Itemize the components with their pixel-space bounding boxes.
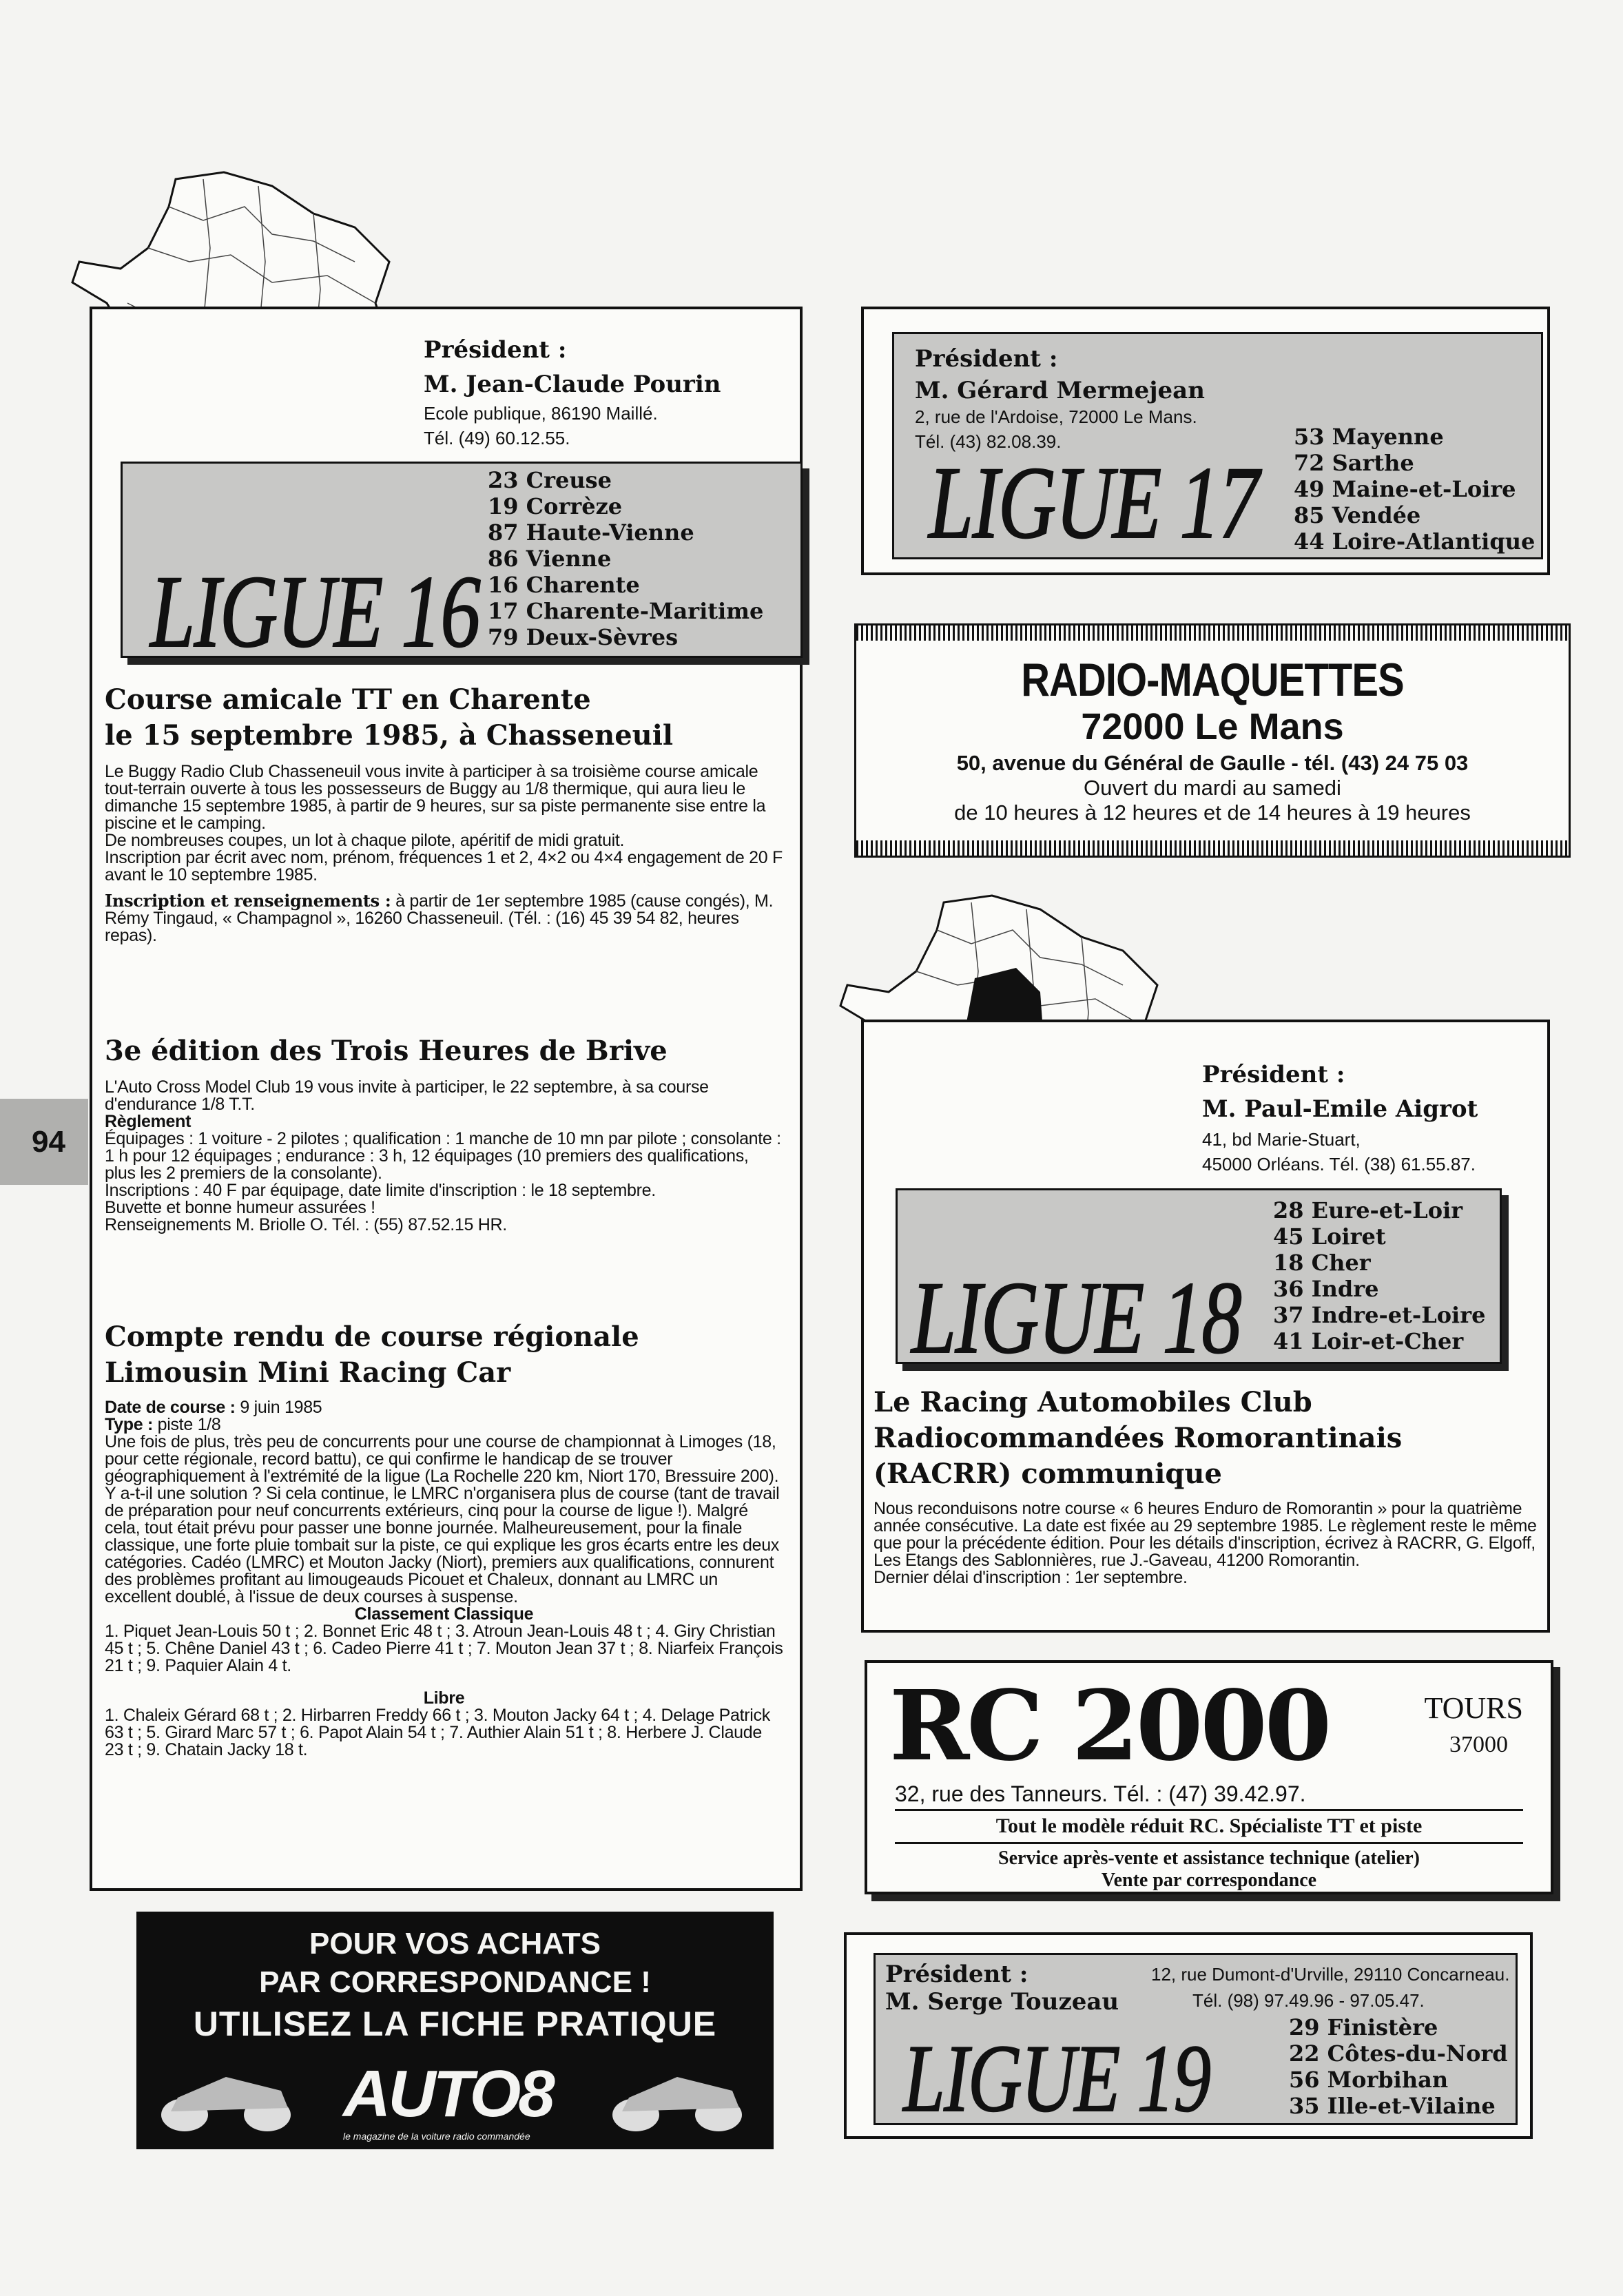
article-title: Limousin Mini Racing Car: [105, 1356, 511, 1389]
ligue-title: LIGUE 17: [929, 446, 1259, 560]
ad-hours: Ouvert du mardi au samedi: [1084, 776, 1341, 800]
ligue18-president: [1202, 1061, 1478, 1177]
department-item: 22 Côtes-du-Nord: [1289, 2040, 1508, 2067]
article-title: Compte rendu de course régionale: [105, 1321, 639, 1353]
ad-zip: 37000: [1449, 1732, 1508, 1757]
page-number-tab: [0, 1099, 88, 1185]
libre-list: 1. Chaleix Gérard 68 t ; 2. Hirbarren Freddy 66 t ; 3. Mouton Jacky 64 t ; 4. Delage Patrick 63 t ; 5. Girard Marc 57 t ; 6. Papot Alain 54 t ; 7. Authier Alain 51 t ; 8. Herbere J. Claude 23 t ; 9. Chatain Jacky 18 t.: [105, 1706, 770, 1759]
president-address: Ecole publique, 86190 Maillé.: [424, 403, 658, 424]
department-item: 72 Sarthe: [1294, 450, 1414, 476]
ligue19-banner: [873, 1953, 1518, 2132]
ad-hours: de 10 heures à 12 heures et de 14 heures à 19 heures: [954, 800, 1471, 825]
paragraph: De nombreuses coupes, un lot à chaque pilote, apéritif de midi gratuit.: [105, 831, 625, 850]
buggy-icon: [601, 2060, 760, 2135]
paragraph: Dernier délai d'inscription : 1er septembre.: [873, 1568, 1188, 1587]
paragraph: Buvette et bonne humeur assurées !: [105, 1198, 375, 1217]
ligue18-banner: [896, 1188, 1502, 1375]
ad-address: 50, avenue du Général de Gaulle - tél. (43) 24 75 03: [956, 751, 1469, 775]
department-item: 35 Ille-et-Vilaine: [1289, 2093, 1496, 2119]
ligue-title: LIGUE 16: [150, 555, 480, 669]
paragraph: Le Buggy Radio Club Chasseneuil vous invite à participer à sa troisième course amicale tout-terrain ouverte à tous les possesseurs de Buggy au 1/8 thermique, qui aura lieu le dimanche 15 septembre 1985, à partir de 9 heures, sur sa piste permanente sise entre la piscine et le camping.: [105, 762, 766, 833]
ad-border-stripe: [856, 625, 1569, 641]
ligue16-banner: [121, 462, 803, 669]
inscription-label: Inscription et renseignements :: [105, 891, 391, 911]
date-label: Date de course :: [105, 1398, 236, 1417]
article-title: 3e édition des Trois Heures de Brive: [105, 1035, 668, 1067]
president-name: M. Jean-Claude Pourin: [424, 371, 721, 398]
president-name: M. Paul-Emile Aigrot: [1202, 1095, 1478, 1123]
president-label: Président :: [915, 345, 1058, 373]
ad-line: Tout le modèle réduit RC. Spécialiste TT et piste: [995, 1814, 1423, 1837]
department-item: 36 Indre: [1273, 1276, 1379, 1302]
president-phone: 45000 Orléans. Tél. (38) 61.55.87.: [1202, 1154, 1476, 1175]
classement-list: 1. Piquet Jean-Louis 50 t ; 2. Bonnet Eric 48 t ; 3. Atroun Jean-Louis 48 t ; 4. Giry Christian 45 t ; 5. Chêne Daniel 43 t ; 6. Cadeo Pierre 41 t ; 7. Mouton Jean 37 t ; 8. Niarfeix François 21 t ; 9. Paquier Alain 4 t.: [105, 1622, 783, 1675]
department-item: 16 Charente: [488, 572, 640, 598]
classement-title: Classement Classique: [354, 1604, 534, 1624]
ad-address: 32, rue des Tanneurs. Tél. : (47) 39.42.97.: [895, 1781, 1306, 1806]
article-title: (RACRR) communique: [873, 1458, 1222, 1490]
president-address: 12, rue Dumont-d'Urville, 29110 Concarneau.: [1151, 1964, 1510, 1985]
president-label: Président :: [885, 1961, 1028, 1988]
department-item: 41 Loir-et-Cher: [1273, 1328, 1464, 1354]
ligue16-president: [424, 336, 721, 451]
ad-border-stripe: [856, 840, 1569, 856]
article-title: le 15 septembre 1985, à Chasseneuil: [105, 719, 674, 752]
ad-line: Service après-vente et assistance technique (atelier): [998, 1848, 1420, 1869]
department-item: 37 Indre-et-Loire: [1273, 1302, 1486, 1328]
reglement-label: Règlement: [105, 1112, 192, 1131]
paragraph: L'Auto Cross Model Club 19 vous invite à participer, le 22 septembre, à sa course d'endurance 1/8 T.T.: [105, 1077, 709, 1114]
type-label: Type :: [105, 1415, 153, 1434]
article-course-amicale: [105, 682, 783, 944]
auto8-logo: AUTO8: [343, 2057, 552, 2131]
ligue-title: LIGUE 19: [903, 2025, 1210, 2132]
ad-rc2000: [865, 1660, 1553, 1894]
department-item: 18 Cher: [1273, 1250, 1371, 1276]
president-label: Président :: [424, 336, 567, 364]
department-item: 44 Loire-Atlantique: [1294, 528, 1536, 555]
department-item: 19 Corrèze: [488, 493, 623, 519]
paragraph: Nous reconduisons notre course « 6 heures Enduro de Romorantin » pour la quatrième année consécutive. La date est fixée au 29 septembre 1985. Le règlement reste le même que pour la précédente édition. Pour les détails d'inscription, écrivez à RACRR, G. Elgoff, Les Etangs des Sablonnières, rue J.-Gaveau, 41200 Romorantin.: [873, 1499, 1537, 1570]
ad-city: TOURS: [1424, 1691, 1523, 1725]
article-title: Course amicale TT en Charente: [105, 683, 591, 716]
ad-auto8: [136, 1912, 774, 2149]
department-list: [488, 467, 763, 650]
department-list: [1273, 1197, 1485, 1354]
article-trois-heures-brive: [105, 1033, 783, 1234]
president-address: 41, bd Marie-Stuart,: [1202, 1129, 1361, 1150]
department-list: [1289, 2014, 1508, 2119]
president-phone: Tél. (43) 82.08.39.: [915, 431, 1062, 452]
president-name: M. Gérard Mermejean: [915, 377, 1205, 404]
ad-shop-name: RC 2000: [889, 1670, 1330, 1783]
paragraph: Équipages : 1 voiture - 2 pilotes ; qualification : 1 manche de 10 mn par pilote ; consolante : 1 h pour 12 équipages ; endurance : 3 h, 12 équipages (10 premiers des qualifications, plus les 2 premiers de la consolante).: [105, 1129, 781, 1183]
paragraph: Inscriptions : 40 F par équipage, date limite d'inscription : le 18 septembre.: [105, 1181, 656, 1200]
department-item: 53 Mayenne: [1294, 424, 1444, 450]
department-item: 56 Morbihan: [1289, 2067, 1449, 2093]
president-phone: Tél. (49) 60.12.55.: [424, 428, 570, 448]
buggy-icon: [150, 2060, 309, 2135]
department-item: 17 Charente-Maritime: [488, 598, 764, 624]
article-title: Radiocommandées Romorantinais: [873, 1422, 1403, 1454]
ad-line: UTILISEZ LA FICHE PRATIQUE: [193, 2005, 717, 2043]
paragraph: Une fois de plus, très peu de concurrents pour une course de championnat à Limoges (18, pour cette régionale, record battu), ce qui confirme le handicap de se trouver géographiquement à l'extrémité de la ligue (La Rochelle 220 km, Niort 170, Bressuire 200). Y a-t-il une solution ? Si cela continue, le LMRC n'organisera plus de course (tant de travail de préparation pour neuf concurrents extérieurs, cinq pour la course de ligue !). Malgré cela, tout était prévu pour passer une bonne journée. Malheureusement, pour la finale classique, une forte pluie tombait sur la piste, ce qui explique les gros écarts entre les deux catégories. Cadéo (LMRC) et Mouton Jacky (Niort), premiers aux qualifications, connurent des problèmes profitant au limougeauds Picouet et Chaleux, donnant au LMRC un excellent doublé, à l'issue de deux courses à suspense.: [105, 1432, 780, 1606]
department-item: 28 Eure-et-Loir: [1273, 1197, 1463, 1223]
date-value: 9 juin 1985: [240, 1398, 322, 1417]
president-label: Président :: [1202, 1061, 1345, 1088]
department-list: [1294, 424, 1535, 555]
ad-line: POUR VOS ACHATS: [309, 1927, 601, 1961]
ad-radio-maquettes: [854, 623, 1571, 858]
ligue17-banner: [892, 332, 1543, 559]
article-racrr: [873, 1385, 1538, 1586]
president-address: 2, rue de l'Ardoise, 72000 Le Mans.: [915, 406, 1197, 427]
auto8-tagline: le magazine de la voiture radio commandée: [343, 2131, 530, 2142]
ad-shop-name: RADIO-MAQUETTES: [1021, 654, 1404, 706]
ad-divider: [895, 1842, 1523, 1844]
department-item: 49 Maine-et-Loire: [1294, 476, 1516, 502]
libre-title: Libre: [423, 1688, 465, 1708]
department-item: 87 Haute-Vienne: [488, 519, 694, 546]
ad-line: Vente par correspondance: [1101, 1870, 1317, 1891]
department-item: 29 Finistère: [1289, 2014, 1438, 2040]
paragraph: Renseignements M. Briolle O. Tél. : (55) 87.52.15 HR.: [105, 1215, 507, 1234]
type-value: piste 1/8: [157, 1415, 221, 1434]
ad-divider: [895, 1809, 1523, 1811]
paragraph: Inscription par écrit avec nom, prénom, fréquences 1 et 2, 4×2 ou 4×4 engagement de 20 F avant le 10 septembre 1985.: [105, 848, 783, 885]
department-item: 86 Vienne: [488, 546, 612, 572]
ad-line: PAR CORRESPONDANCE !: [259, 1965, 651, 1999]
department-item: 79 Deux-Sèvres: [488, 624, 679, 650]
ligue17-president: [915, 345, 1205, 454]
president-name: M. Serge Touzeau: [885, 1988, 1119, 2016]
department-item: 45 Loiret: [1273, 1223, 1386, 1250]
department-item: 23 Creuse: [488, 467, 612, 493]
ligue-title: LIGUE 18: [911, 1261, 1241, 1375]
article-compte-rendu: [105, 1319, 783, 1759]
ad-city: 72000 Le Mans: [1081, 706, 1344, 747]
inscription-text: à partir de 1er septembre 1985 (cause congés), M. Rémy Tingaud, « Champagnol », 16260 Chasseneuil. (Tél. : (16) 45 39 54 82, heures repas).: [105, 891, 774, 945]
department-item: 85 Vendée: [1294, 502, 1421, 528]
president-phone: Tél. (98) 97.49.96 - 97.05.47.: [1192, 1990, 1425, 2011]
article-title: Le Racing Automobiles Club: [873, 1386, 1312, 1418]
page-number: 94: [32, 1125, 65, 1159]
